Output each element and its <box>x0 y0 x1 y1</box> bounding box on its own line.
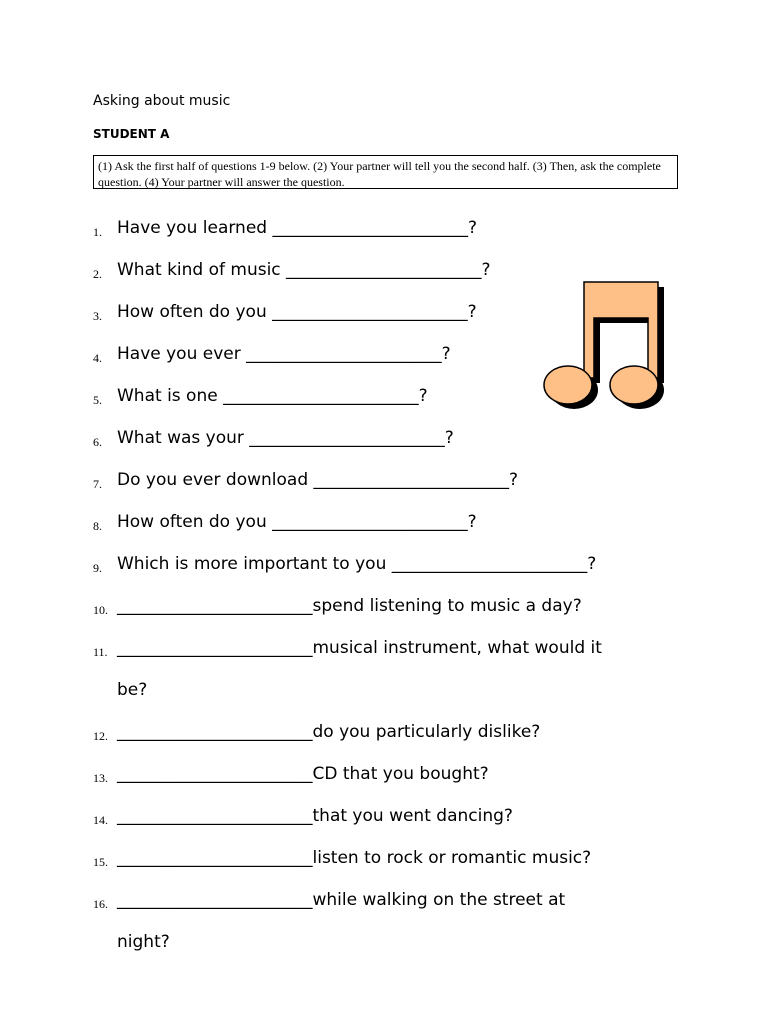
question-number: 7. <box>93 477 102 491</box>
question-number: 16. <box>93 897 108 911</box>
question-number: 2. <box>93 267 102 281</box>
question-text: How often do you _______________________? <box>117 302 477 322</box>
question-text-continued: night? <box>117 932 170 952</box>
question-number: 14. <box>93 813 108 827</box>
question-number: 8. <box>93 519 102 533</box>
question-text: _______________________spend listening to music a day? <box>117 596 582 616</box>
question-text: _______________________musical instrument, what would it <box>117 638 602 658</box>
question-text-continued: be? <box>117 680 148 700</box>
question-number: 3. <box>93 309 102 323</box>
question-text: Have you ever _______________________? <box>117 344 451 364</box>
question-number: 6. <box>93 435 102 449</box>
question-text: Have you learned _______________________? <box>117 218 478 238</box>
question-number: 10. <box>93 603 108 617</box>
question-number: 1. <box>93 225 102 239</box>
question-number: 11. <box>93 645 108 659</box>
page-title: Asking about music <box>93 93 231 109</box>
question-text: _______________________do you particularly dislike? <box>117 722 541 742</box>
question-number: 15. <box>93 855 108 869</box>
question-number: 5. <box>93 393 102 407</box>
question-text: How often do you _______________________? <box>117 512 477 532</box>
question-text: What kind of music _______________________? <box>117 260 491 280</box>
question-text: What is one _______________________? <box>117 386 428 406</box>
instructions-box: (1) Ask the first half of questions 1-9 below. (2) Your partner will tell you the second half. (3) Then, ask the complete question. (4) Your partner will answer the question. <box>93 155 678 189</box>
question-number: 4. <box>93 351 102 365</box>
question-text: _______________________listen to rock or romantic music? <box>117 848 592 868</box>
question-text: _______________________while walking on the street at <box>117 890 566 910</box>
question-text: _______________________CD that you bought? <box>117 764 489 784</box>
question-text: _______________________that you went dancing? <box>117 806 513 826</box>
music-note-icon <box>540 278 674 424</box>
question-text: Which is more important to you _______________________? <box>117 554 597 574</box>
student-label: STUDENT A <box>93 127 170 141</box>
question-text: What was your _______________________? <box>117 428 454 448</box>
question-number: 12. <box>93 729 108 743</box>
question-text: Do you ever download _______________________? <box>117 470 519 490</box>
question-number: 13. <box>93 771 108 785</box>
question-number: 9. <box>93 561 102 575</box>
